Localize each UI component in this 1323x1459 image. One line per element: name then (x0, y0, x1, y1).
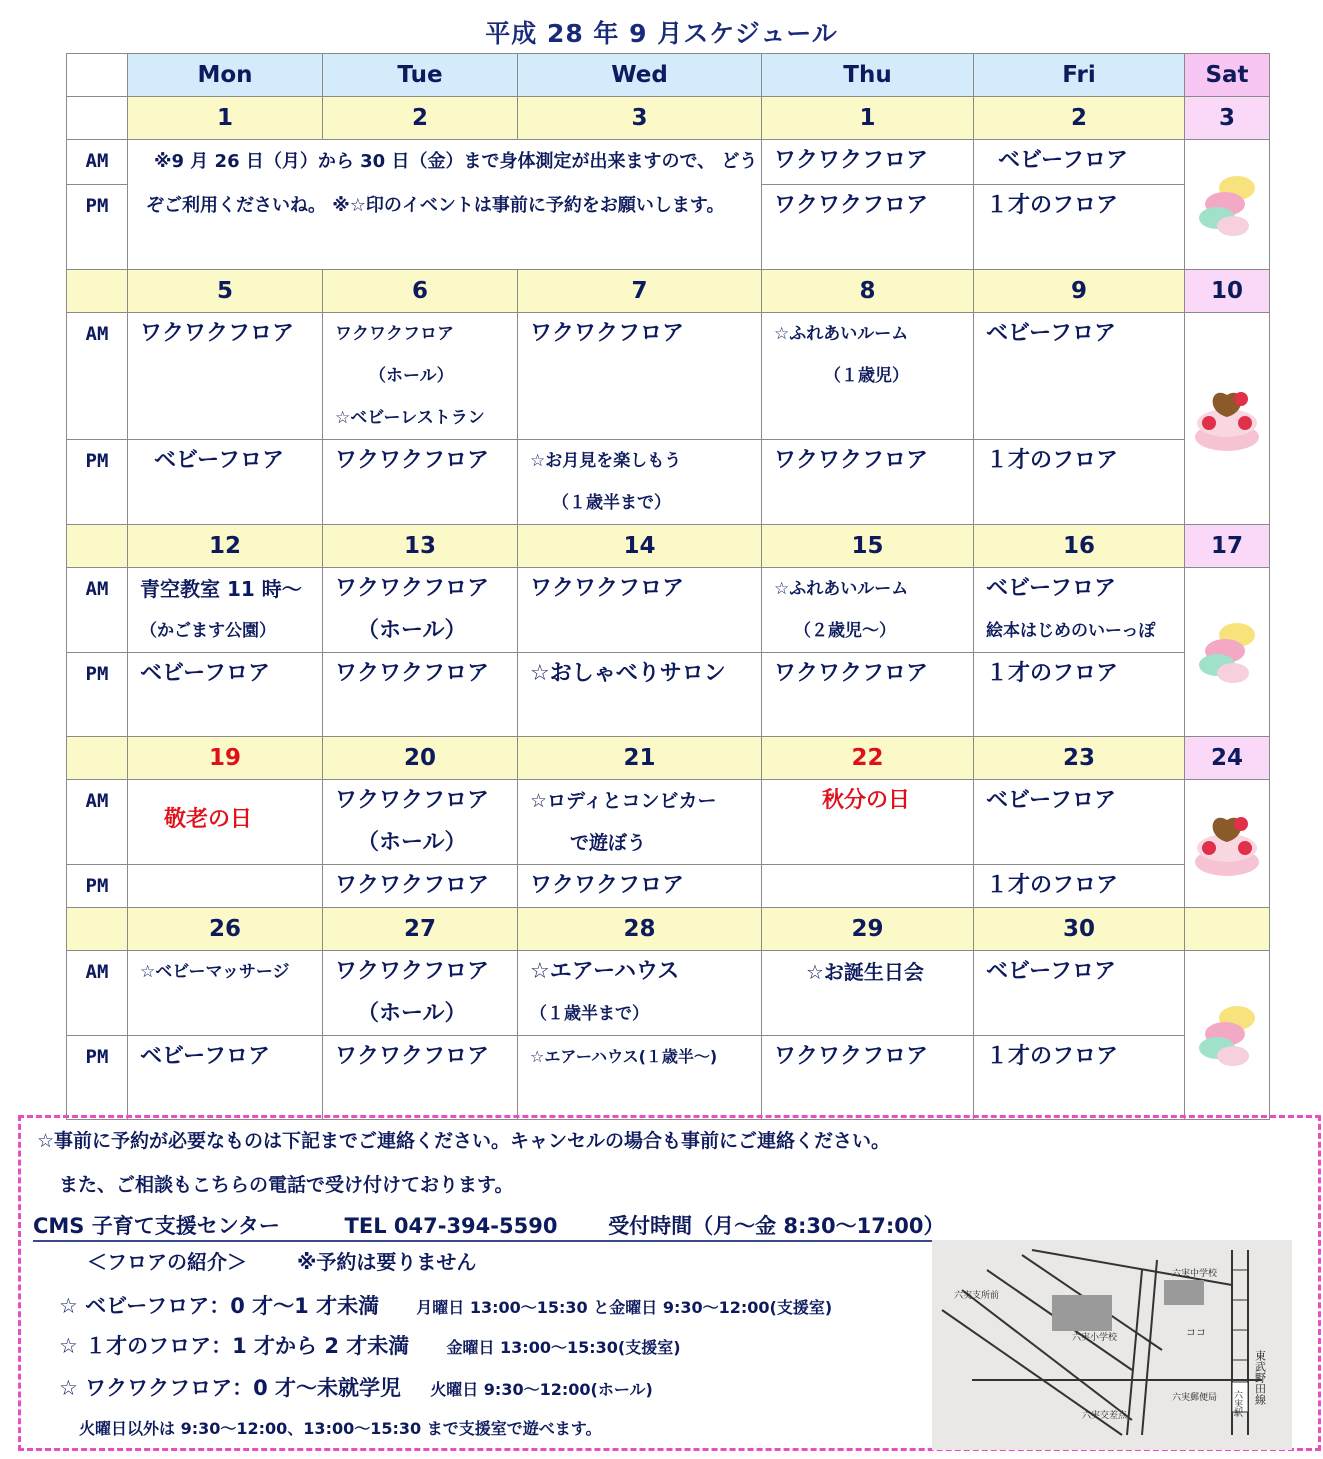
event-cell (974, 313, 1185, 440)
event-text: ワクワクフロア (335, 661, 490, 686)
event-text: ベビーフロア (986, 576, 1117, 601)
event-cell (323, 865, 518, 908)
macaron-icon (1195, 170, 1259, 240)
event-cell (128, 653, 323, 737)
am-row (67, 313, 1270, 440)
date-cell: 17 (1185, 525, 1270, 568)
date-cell: 27 (323, 908, 518, 951)
date-cell: 8 (762, 270, 974, 313)
map-label: 六実支所前 (954, 1291, 1000, 1301)
blank-cell (67, 908, 128, 951)
date-row (67, 97, 1270, 140)
notice-line: ※9 月 26 日（月）から 30 日（金）まで身体測定が出来ますので、 (154, 151, 716, 172)
floor-item (59, 1372, 653, 1402)
event-text: １才のフロア (986, 661, 1119, 686)
event-text: ワクワクフロア (530, 576, 685, 601)
event-cell (323, 653, 518, 737)
event-text: １才のフロア (986, 1044, 1119, 1069)
event-cell (518, 865, 762, 908)
event-text: ☆ふれあいルーム (774, 324, 909, 344)
holiday-text: 敬老の日 (164, 807, 253, 832)
event-text: ☆ふれあいルーム (774, 579, 909, 599)
date-cell: 30 (974, 908, 1185, 951)
event-text: ☆ロディとコンビカー (530, 790, 717, 812)
event-text: （ホール） (357, 1001, 467, 1026)
event-text: ワクワクフロア (774, 448, 929, 473)
day-wed: Wed (518, 54, 762, 97)
event-text: ワクワクフロア (335, 1044, 490, 1069)
event-text: ベビーフロア (154, 448, 285, 473)
blank-cell (67, 737, 128, 780)
am-row (67, 951, 1270, 1036)
event-text: ベビーフロア (140, 1044, 271, 1069)
cake-icon (1191, 808, 1263, 880)
event-cell (128, 568, 323, 653)
event-text: ワクワクフロア (335, 448, 490, 473)
date-cell: 3 (518, 97, 762, 140)
notice-line: どうぞご利用くださいね。 (146, 151, 758, 216)
blank-cell (67, 525, 128, 568)
event-text: ワクワクフロア (774, 661, 929, 686)
cake-icon (1191, 383, 1263, 455)
date-cell: 24 (1185, 737, 1270, 780)
event-text: （２歳児～） (794, 621, 896, 641)
event-text: （ホール） (357, 830, 467, 855)
event-text: ベビーフロア (998, 148, 1129, 173)
date-cell: 28 (518, 908, 762, 951)
am-row (67, 568, 1270, 653)
event-text: ベビーフロア (140, 661, 271, 686)
date-cell: 1 (762, 97, 974, 140)
event-cell (974, 1036, 1185, 1120)
map-label: ココ (1186, 1328, 1206, 1339)
event-text: １才のフロア (986, 448, 1119, 473)
schedule-table (66, 53, 1270, 1120)
event-text: ☆お月見を楽しもう (530, 451, 682, 471)
am-row (67, 140, 1270, 185)
floor-name: ☆ ベビーフロア：0 才～1 才未満 (59, 1294, 380, 1318)
date-cell: 19 (128, 737, 323, 780)
event-cell (128, 951, 323, 1036)
event-cell (762, 951, 974, 1036)
day-thu: Thu (762, 54, 974, 97)
date-cell: 21 (518, 737, 762, 780)
floor-time: 火曜日 9:30～12:00(ホール) (430, 1380, 653, 1399)
event-text: （１歳半まで） (552, 493, 671, 513)
event-text: ワクワクフロア (335, 576, 490, 601)
day-header-row (67, 54, 1270, 97)
date-cell: 6 (323, 270, 518, 313)
macaron-icon (1195, 1000, 1259, 1070)
event-cell (518, 1036, 762, 1120)
event-cell (762, 313, 974, 440)
pm-row (67, 653, 1270, 737)
event-cell (323, 1036, 518, 1120)
event-cell (762, 1036, 974, 1120)
date-row (67, 525, 1270, 568)
pm-label: PM (67, 440, 128, 525)
floor-time: 金曜日 13:00～15:30(支援室) (446, 1338, 681, 1357)
date-row (67, 270, 1270, 313)
event-text: ベビーフロア (986, 788, 1117, 813)
hours: 受付時間（月～金 8:30～17:00） (608, 1214, 945, 1238)
event-cell (128, 865, 323, 908)
center-name: CMS 子育て支援センター (33, 1214, 280, 1238)
info-line: ☆事前に予約が必要なものは下記までご連絡ください。キャンセルの場合も事前にご連絡ください。 (37, 1130, 891, 1152)
event-cell (762, 140, 974, 185)
event-text: ワクワクフロア (530, 321, 685, 346)
date-cell: 26 (128, 908, 323, 951)
pm-label: PM (67, 653, 128, 737)
event-cell (974, 185, 1185, 270)
event-text: ワクワクフロア (774, 193, 929, 218)
am-row (67, 780, 1270, 865)
date-row (67, 737, 1270, 780)
pm-label: PM (67, 865, 128, 908)
event-text: ☆ベビーレストラン (335, 408, 485, 428)
blank-cell (67, 97, 128, 140)
event-text: ワクワクフロア (140, 321, 295, 346)
pm-row (67, 440, 1270, 525)
date-cell: 5 (128, 270, 323, 313)
blank-cell (67, 270, 128, 313)
event-text: ワクワクフロア (530, 873, 685, 898)
event-cell (974, 865, 1185, 908)
date-cell: 15 (762, 525, 974, 568)
day-fri: Fri (974, 54, 1185, 97)
pm-label: PM (67, 1036, 128, 1120)
date-cell: 3 (1185, 97, 1270, 140)
page-title: 平成 28 年 9 月スケジュール (485, 19, 838, 48)
event-text: 絵本はじめのいーっぽ (986, 621, 1156, 641)
am-label: AM (67, 951, 128, 1036)
sat-art-cell (1185, 313, 1270, 525)
event-text: （かごます公園） (140, 621, 276, 641)
sat-art-cell (1185, 140, 1270, 270)
am-label: AM (67, 780, 128, 865)
map-label: 六実郵便局 (1172, 1393, 1218, 1403)
pm-row (67, 1036, 1270, 1120)
event-text: ベビーフロア (986, 321, 1117, 346)
date-cell: 2 (974, 97, 1185, 140)
macaron-icon (1195, 617, 1259, 687)
date-cell: 13 (323, 525, 518, 568)
event-cell (323, 780, 518, 865)
floor-heading (87, 1246, 476, 1275)
date-cell: 2 (323, 97, 518, 140)
event-cell (762, 440, 974, 525)
event-text: で遊ぼう (570, 832, 647, 854)
event-cell (762, 865, 974, 908)
event-cell (762, 653, 974, 737)
event-text: ワクワクフロア (774, 1044, 929, 1069)
date-cell: 10 (1185, 270, 1270, 313)
event-text: ワクワクフロア (335, 959, 490, 984)
am-label: AM (67, 140, 128, 185)
floor-item (59, 1330, 681, 1360)
event-cell (762, 780, 974, 865)
contact-line (33, 1210, 953, 1242)
event-cell (974, 780, 1185, 865)
date-cell (1185, 908, 1270, 951)
rail-line-label: 東武野田線 (1253, 1350, 1267, 1405)
sat-art-cell (1185, 951, 1270, 1120)
event-cell (323, 440, 518, 525)
event-cell (128, 313, 323, 440)
map-label: 六実中学校 (1172, 1269, 1218, 1279)
event-text: ワクワクフロア (335, 788, 490, 813)
event-text: ☆おしゃべりサロン (530, 661, 726, 686)
am-label: AM (67, 313, 128, 440)
date-cell: 22 (762, 737, 974, 780)
event-text: （１歳児） (824, 366, 909, 386)
event-text: ベビーフロア (986, 959, 1117, 984)
event-text: ☆エアーハウス (530, 959, 680, 984)
event-cell (974, 951, 1185, 1036)
event-text: ☆お誕生日会 (806, 960, 924, 984)
pm-label: PM (67, 185, 128, 270)
event-cell (762, 568, 974, 653)
event-cell (518, 780, 762, 865)
am-label: AM (67, 568, 128, 653)
map-drawing (932, 1240, 1292, 1450)
date-cell: 14 (518, 525, 762, 568)
info-line: また、ご相談もこちらの電話で受け付けております。 (59, 1174, 514, 1196)
event-text: ワクワクフロア (335, 873, 490, 898)
date-cell: 29 (762, 908, 974, 951)
event-cell (128, 1036, 323, 1120)
footnote: 火曜日以外は 9:30～12:00、13:00～15:30 まで支援室で遊べます。 (79, 1419, 602, 1438)
pm-row (67, 865, 1270, 908)
corner-cell (67, 54, 128, 97)
event-text: ☆エアーハウス(１歳半～) (530, 1047, 718, 1066)
event-text: ワクワクフロア (335, 324, 454, 344)
event-cell (323, 951, 518, 1036)
date-cell: 20 (323, 737, 518, 780)
date-cell: 12 (128, 525, 323, 568)
event-text: 青空教室 11 時～ (140, 577, 302, 601)
day-tue: Tue (323, 54, 518, 97)
map-label: 六実小学校 (1072, 1333, 1118, 1343)
phone-number: TEL 047-394-5590 (344, 1214, 558, 1238)
station-label: 六実駅 (1232, 1390, 1242, 1417)
event-cell (974, 653, 1185, 737)
event-cell (128, 780, 323, 865)
event-cell (974, 568, 1185, 653)
access-map (932, 1240, 1292, 1450)
event-text: （１歳半まで） (530, 1004, 649, 1024)
sat-art-cell (1185, 568, 1270, 737)
event-cell (518, 313, 762, 440)
no-reserve-note: ※予約は要りません (296, 1250, 477, 1274)
event-cell (128, 440, 323, 525)
date-cell: 7 (518, 270, 762, 313)
event-cell (974, 440, 1185, 525)
day-mon: Mon (128, 54, 323, 97)
event-text: １才のフロア (986, 193, 1119, 218)
event-text: ☆ベビーマッサージ (140, 962, 290, 982)
floor-name: ☆ １才のフロア：1 才から 2 才未満 (59, 1334, 410, 1358)
floor-time: 月曜日 13:00～15:30 と金曜日 9:30～12:00(支援室) (416, 1298, 833, 1317)
notice-cell (128, 140, 762, 270)
date-cell: 9 (974, 270, 1185, 313)
event-text: （ホール） (357, 618, 467, 643)
notice-line: ※☆印のイベントは事前に予約をお願いします。 (332, 195, 725, 216)
holiday-text: 秋分の日 (822, 788, 911, 813)
event-cell (323, 313, 518, 440)
sat-art-cell (1185, 780, 1270, 908)
event-text: ワクワクフロア (774, 148, 929, 173)
event-text: （ホール） (369, 366, 454, 386)
floor-name: ☆ ワクワクフロア：0 才～未就学児 (59, 1376, 402, 1400)
map-label: 六実交差点 (1082, 1411, 1128, 1421)
date-row (67, 908, 1270, 951)
event-cell (518, 653, 762, 737)
event-cell (974, 140, 1185, 185)
event-cell (518, 951, 762, 1036)
date-cell: 23 (974, 737, 1185, 780)
event-cell (323, 568, 518, 653)
floor-title: ＜フロアの紹介＞ (87, 1250, 247, 1274)
event-cell (518, 440, 762, 525)
day-sat: Sat (1185, 54, 1270, 97)
event-cell (762, 185, 974, 270)
event-cell (518, 568, 762, 653)
event-text: １才のフロア (986, 873, 1119, 898)
date-cell: 16 (974, 525, 1185, 568)
date-cell: 1 (128, 97, 323, 140)
floor-item (59, 1290, 832, 1320)
